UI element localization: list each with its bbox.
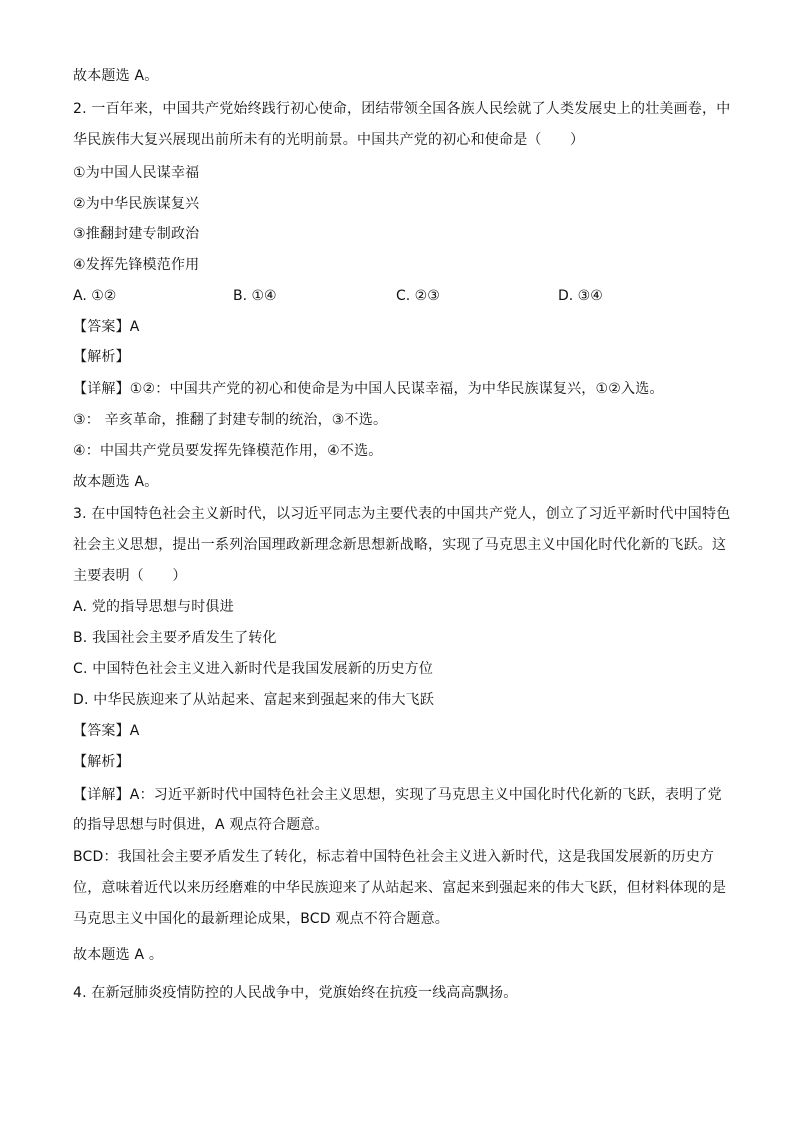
explanation-line: 位，意味着近代以来历经磨难的中华民族迎来了从站起来、富起来到强起来的伟大飞跃，但材料体现的是 xyxy=(73,880,727,896)
analysis-label: 【解析】 xyxy=(73,349,130,365)
option-c: C. ②③ xyxy=(396,288,440,304)
question-2-stem: 2. 一百年来，中国共产党始终践行初心使命，团结带领全国各族人民绘就了人类发展史上的壮美画卷，中 xyxy=(73,101,731,117)
question-3-stem: 社会主义思想，提出一系列治国理政新理念新思想新战略，实现了马克思主义中国化时代化新的飞跃。这 xyxy=(73,537,727,553)
statement-1: ①为中国人民谋幸福 xyxy=(73,165,200,181)
explanation-line: 的指导思想与时俱进，A 观点符合题意。 xyxy=(73,817,329,833)
question-3-stem: 3. 在中国特色社会主义新时代，以习近平同志为主要代表的中国共产党人，创立了习近平新时代中国特色 xyxy=(73,506,731,522)
explanation-line: ③： 辛亥革命，推翻了封建专制的统治，③不选。 xyxy=(73,412,388,428)
explanation-line: 马克思主义中国化的最新理论成果，BCD 观点不符合题意。 xyxy=(73,911,449,927)
explanation-line: ④：中国共产党员要发挥先锋模范作用，④不选。 xyxy=(73,443,383,459)
option-c: C. 中国特色社会主义进入新时代是我国发展新的历史方位 xyxy=(73,661,434,677)
option-d: D. ③④ xyxy=(558,288,603,304)
option-d: D. 中华民族迎来了从站起来、富起来到强起来的伟大飞跃 xyxy=(73,692,435,708)
answer-label: 【答案】A xyxy=(73,319,140,335)
analysis-label: 【解析】 xyxy=(73,754,130,770)
statement-2: ②为中华民族谋复兴 xyxy=(73,196,200,212)
text-line: 故本题选 A。 xyxy=(73,68,159,84)
text-line: 故本题选 A。 xyxy=(73,474,159,490)
option-a: A. ①② xyxy=(73,288,117,304)
option-b: B. ①④ xyxy=(233,288,277,304)
option-a: A. 党的指导思想与时俱进 xyxy=(73,599,234,615)
answer-label: 【答案】A xyxy=(73,723,140,739)
explanation-line: BCD：我国社会主要矛盾发生了转化，标志着中国特色社会主义进入新时代，这是我国发展新的历史方 xyxy=(73,849,715,865)
question-3-stem: 主要表明（ ） xyxy=(73,568,187,584)
question-2-stem: 华民族伟大复兴展现出前所未有的光明前景。中国共产党的初心和使命是（ ） xyxy=(73,132,585,148)
explanation-line: 【详解】①②：中国共产党的初心和使命是为中国人民谋幸福，为中华民族谋复兴，①②入选。 xyxy=(73,381,664,397)
statement-4: ④发挥先锋模范作用 xyxy=(73,257,200,273)
explanation-line: 【详解】A：习近平新时代中国特色社会主义思想，实现了马克思主义中国化时代化新的飞跃，表明了党 xyxy=(73,787,722,803)
option-b: B. 我国社会主要矛盾发生了转化 xyxy=(73,630,277,646)
text-line: 故本题选 A 。 xyxy=(73,947,164,963)
statement-3: ③推翻封建专制政治 xyxy=(73,226,200,242)
question-4-stem: 4. 在新冠肺炎疫情防控的人民战争中，党旗始终在抗疫一线高高飘扬。 xyxy=(73,985,518,1001)
